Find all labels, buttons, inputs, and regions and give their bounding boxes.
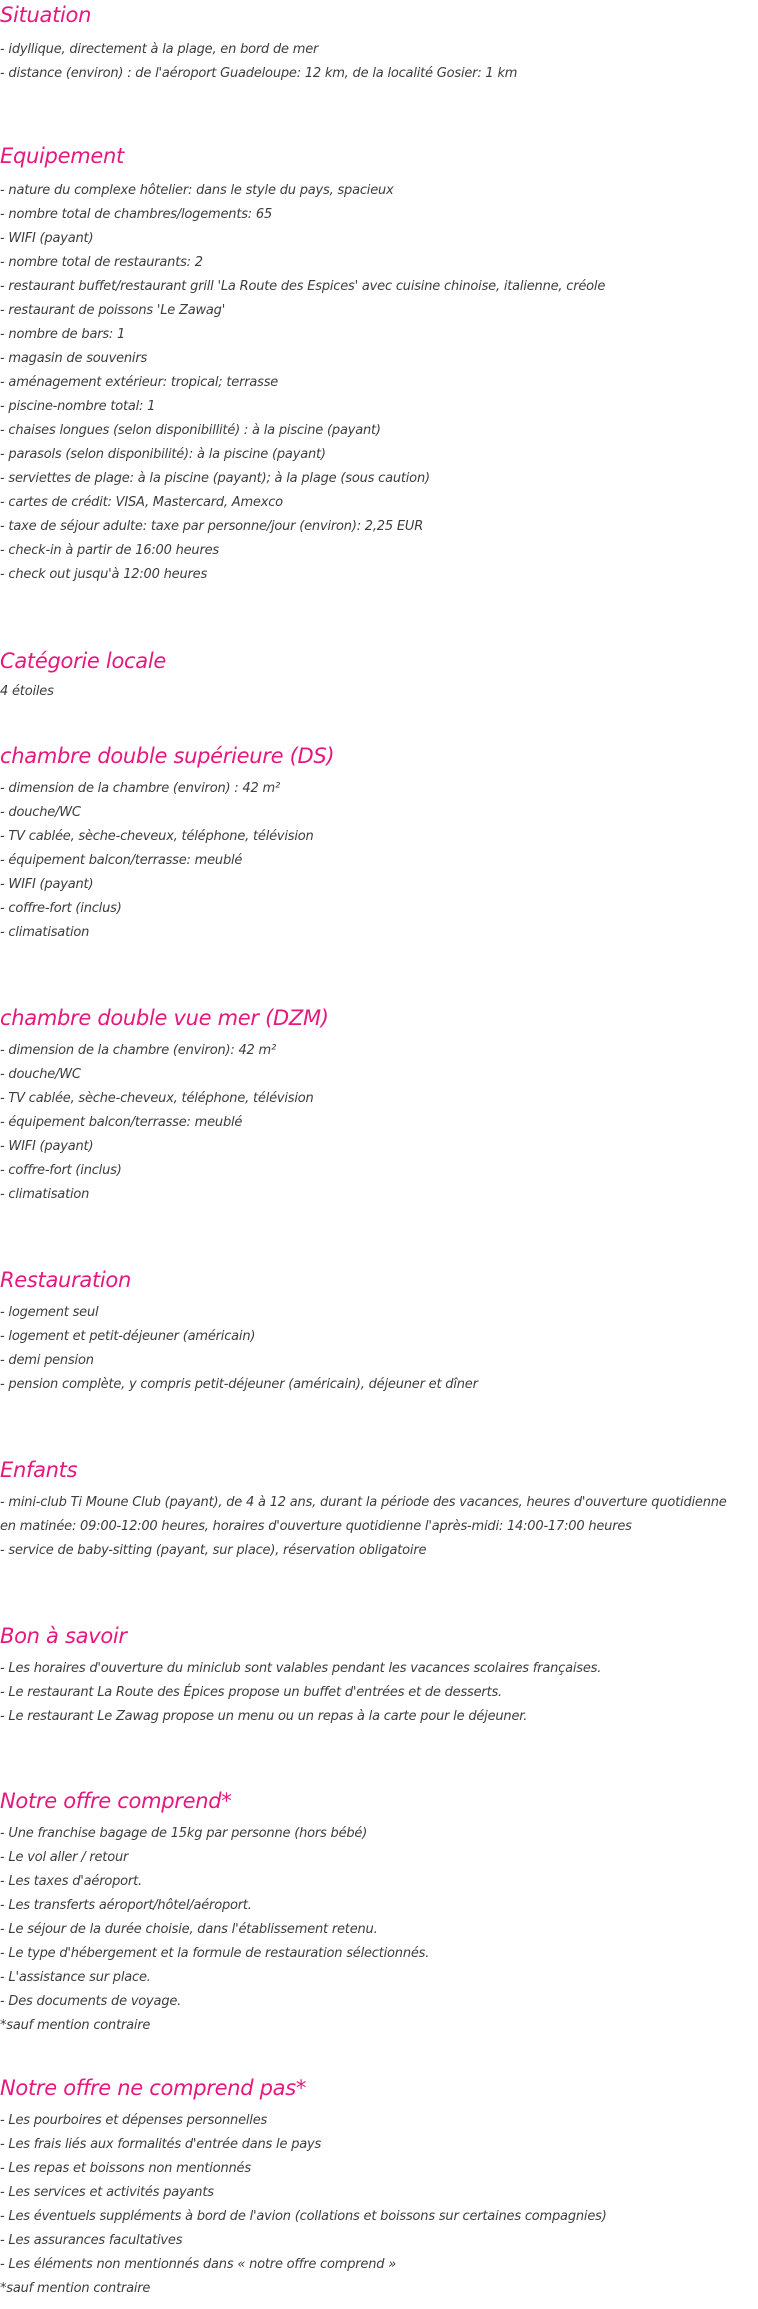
list-item: - TV cablée, sèche-cheveux, téléphone, télévision xyxy=(0,829,314,844)
list-item: - pension complète, y compris petit-déjeuner (américain), déjeuner et dîner xyxy=(0,1377,478,1392)
section-equipement xyxy=(0,141,758,587)
section-title-enfants: Enfants xyxy=(0,1458,78,1482)
offre-ne-comprend-pas-list xyxy=(0,2109,758,2301)
list-item: - restaurant de poissons 'Le Zawag' xyxy=(0,303,226,318)
list-item: - Les taxes d'aéroport. xyxy=(0,1874,142,1889)
list-item: - climatisation xyxy=(0,1187,90,1202)
list-item: - douche/WC xyxy=(0,1067,81,1082)
section-chambre-dzm xyxy=(0,1003,758,1207)
chambre-ds-list xyxy=(0,777,758,945)
list-item: - nature du complexe hôtelier: dans le style du pays, spacieux xyxy=(0,183,394,198)
enfants-list xyxy=(0,1491,758,1563)
restauration-list xyxy=(0,1301,758,1397)
list-item: - demi pension xyxy=(0,1353,94,1368)
section-categorie xyxy=(0,646,758,704)
list-item: - Des documents de voyage. xyxy=(0,1994,182,2009)
list-item: - WIFI (payant) xyxy=(0,1139,94,1154)
list-item: - magasin de souvenirs xyxy=(0,351,148,366)
section-title-categorie: Catégorie locale xyxy=(0,649,166,673)
section-offre-ne-comprend-pas xyxy=(0,2073,758,2301)
list-item: - logement et petit-déjeuner (américain) xyxy=(0,1329,256,1344)
list-item: - nombre total de chambres/logements: 65 xyxy=(0,207,273,222)
list-item: - Les services et activités payants xyxy=(0,2185,214,2200)
section-title-offre-comprend: Notre offre comprend* xyxy=(0,1789,232,1813)
list-item: - Les horaires d'ouverture du miniclub sont valables pendant les vacances scolaires françaises. xyxy=(0,1661,602,1676)
list-item: - Les éventuels suppléments à bord de l'avion (collations et boissons sur certaines compagnies) xyxy=(0,2209,607,2224)
list-item: - aménagement extérieur: tropical; terrasse xyxy=(0,375,279,390)
list-item: - serviettes de plage: à la piscine (payant); à la plage (sous caution) xyxy=(0,471,430,486)
list-item: - Le vol aller / retour xyxy=(0,1850,129,1865)
bon-a-savoir-list xyxy=(0,1657,758,1729)
categorie-list xyxy=(0,680,758,704)
chambre-dzm-list xyxy=(0,1039,758,1207)
list-item: - Le séjour de la durée choisie, dans l'établissement retenu. xyxy=(0,1922,378,1937)
list-item: - climatisation xyxy=(0,925,90,940)
list-item: - WIFI (payant) xyxy=(0,877,94,892)
list-item: - nombre de bars: 1 xyxy=(0,327,126,342)
list-item: - Le restaurant La Route des Épices propose un buffet d'entrées et de desserts. xyxy=(0,1685,502,1700)
list-item: - chaises longues (selon disponibillité) : à la piscine (payant) xyxy=(0,423,381,438)
list-item: - douche/WC xyxy=(0,805,81,820)
list-item: - parasols (selon disponibilité): à la piscine (payant) xyxy=(0,447,326,462)
list-item: - coffre-fort (inclus) xyxy=(0,1163,122,1178)
section-restauration xyxy=(0,1265,758,1397)
list-item: - dimension de la chambre (environ): 42 m² xyxy=(0,1043,277,1058)
list-item: - TV cablée, sèche-cheveux, téléphone, télévision xyxy=(0,1091,314,1106)
list-item: - Les repas et boissons non mentionnés xyxy=(0,2161,251,2176)
list-item: - équipement balcon/terrasse: meublé xyxy=(0,853,243,868)
list-item: - check out jusqu'à 12:00 heures xyxy=(0,567,208,582)
list-item: - Les éléments non mentionnés dans « notre offre comprend » xyxy=(0,2257,397,2272)
list-item: - logement seul xyxy=(0,1305,99,1320)
list-item: - check-in à partir de 16:00 heures xyxy=(0,543,219,558)
list-item: - mini-club Ti Moune Club (payant), de 4 à 12 ans, durant la période des vacances, heures d'ouverture quotidienne en matinée: 09:00-12:00 heures, horaires d'ouverture quotidienne l'après-midi: 14:00-17:00 heures xyxy=(0,1495,727,1534)
list-item: - Les transferts aéroport/hôtel/aéroport. xyxy=(0,1898,252,1913)
section-title-equipement: Equipement xyxy=(0,144,124,168)
list-item: - WIFI (payant) xyxy=(0,231,94,246)
section-title-chambre-dzm: chambre double vue mer (DZM) xyxy=(0,1006,329,1030)
list-item: - coffre-fort (inclus) xyxy=(0,901,122,916)
list-item: - L'assistance sur place. xyxy=(0,1970,151,1985)
list-item: - nombre total de restaurants: 2 xyxy=(0,255,203,270)
offre-comprend-list xyxy=(0,1822,758,2038)
list-item: - idyllique, directement à la plage, en bord de mer xyxy=(0,42,319,57)
list-item: - équipement balcon/terrasse: meublé xyxy=(0,1115,243,1130)
section-title-restauration: Restauration xyxy=(0,1268,131,1292)
list-item: - Les assurances facultatives xyxy=(0,2233,183,2248)
section-enfants xyxy=(0,1455,758,1563)
section-chambre-ds xyxy=(0,741,758,945)
section-offre-comprend xyxy=(0,1786,758,2038)
situation-list xyxy=(0,38,758,86)
section-title-offre-ne-comprend-pas: Notre offre ne comprend pas* xyxy=(0,2076,307,2100)
list-item: - distance (environ) : de l'aéroport Guadeloupe: 12 km, de la localité Gosier: 1 km xyxy=(0,66,518,81)
list-item: 4 étoiles xyxy=(0,684,54,699)
list-item: - Une franchise bagage de 15kg par personne (hors bébé) xyxy=(0,1826,368,1841)
section-title-situation: Situation xyxy=(0,3,92,27)
list-item: - Le restaurant Le Zawag propose un menu ou un repas à la carte pour le déjeuner. xyxy=(0,1709,528,1724)
list-item: - restaurant buffet/restaurant grill 'La Route des Espices' avec cuisine chinoise, italienne, créole xyxy=(0,279,606,294)
list-item: - Les pourboires et dépenses personnelles xyxy=(0,2113,268,2128)
list-item: - cartes de crédit: VISA, Mastercard, Amexco xyxy=(0,495,283,510)
section-situation xyxy=(0,0,758,86)
section-title-chambre-ds: chambre double supérieure (DS) xyxy=(0,744,335,768)
equipement-list xyxy=(0,179,758,587)
section-bon-a-savoir xyxy=(0,1621,758,1729)
list-item: - dimension de la chambre (environ) : 42 m² xyxy=(0,781,280,796)
section-title-bon-a-savoir: Bon à savoir xyxy=(0,1624,127,1648)
list-item: *sauf mention contraire xyxy=(0,2018,151,2033)
list-item: - piscine-nombre total: 1 xyxy=(0,399,156,414)
list-item: - service de baby-sitting (payant, sur place), réservation obligatoire xyxy=(0,1543,427,1558)
list-item: - Le type d'hébergement et la formule de restauration sélectionnés. xyxy=(0,1946,430,1961)
list-item: - Les frais liés aux formalités d'entrée dans le pays xyxy=(0,2137,322,2152)
list-item: *sauf mention contraire xyxy=(0,2281,151,2296)
list-item: - taxe de séjour adulte: taxe par personne/jour (environ): 2,25 EUR xyxy=(0,519,424,534)
